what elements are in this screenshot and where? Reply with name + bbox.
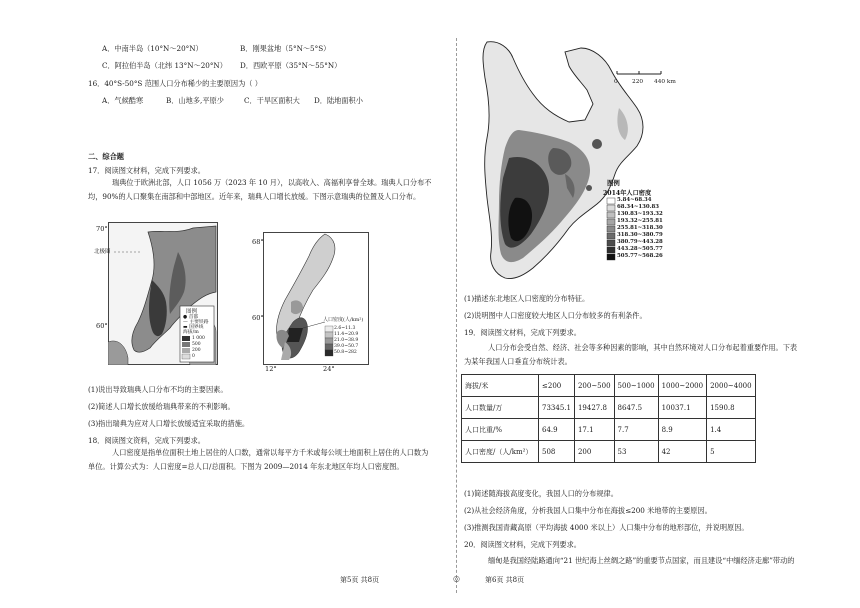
- q18-sub2: (2)说明图中人口密度较大地区人口分布较多的有利条件。: [464, 311, 647, 320]
- q15-option-b: B．刚果盆地（5°N～5°S）: [240, 44, 331, 53]
- q17-sub3: (3)指出瑞典为应对人口增长放缓适宜采取的措施。: [88, 419, 250, 428]
- map1-elev-200: 200: [192, 348, 201, 353]
- table-cell: 200: [574, 441, 614, 463]
- q17-sub2: (2)简述人口增长放缓给瑞典带来的不利影响。: [88, 402, 235, 411]
- table-cell: 17.1: [574, 419, 614, 441]
- q19-sub1: (1)简述随海拔高度变化，我国人口的分布规律。: [464, 489, 618, 498]
- table-cell: 2000~4000: [707, 375, 756, 397]
- map2-lon-12: 12°: [265, 365, 277, 373]
- map1-elev-1000: 1 000: [192, 336, 205, 341]
- map3-scale-440: 440 km: [654, 79, 676, 85]
- table-cell: 5: [707, 441, 756, 463]
- map2-legend-1: 2.6~11.3: [334, 326, 356, 331]
- map3-legend-9: 505.77~568.26: [617, 253, 663, 259]
- table-cell: 7.7: [614, 419, 658, 441]
- map3-legend-subtitle: 2014年人口密度: [603, 190, 652, 197]
- table-cell: 人口密度/（人/km²）: [462, 441, 539, 463]
- map2-lat-68: 68°: [252, 238, 264, 246]
- table-cell: 200~500: [574, 375, 614, 397]
- sweden-population-map: [252, 232, 369, 373]
- q16-stem: 16．40°S-50°S 范围人口分布稀少的主要原因为（ ）: [88, 79, 262, 88]
- table-cell: 42: [658, 441, 707, 463]
- map2-legend-4: 39.0~50.7: [334, 344, 359, 349]
- map3-legend-8: 443.28~505.77: [617, 246, 663, 252]
- map3-legend-1: 5.84~68.34: [617, 197, 652, 203]
- map3-scale-220: 220: [632, 79, 644, 85]
- table-cell: 19427.8: [574, 397, 614, 419]
- map1-elev-0: 0: [192, 354, 195, 359]
- section-title: 二、综合题: [88, 152, 124, 161]
- map2-legend-5: 50.8~282: [334, 350, 357, 355]
- table-cell: 1590.8: [707, 397, 756, 419]
- q17-stem: 17．阅读图文材料，完成下列要求。: [88, 166, 205, 175]
- binding-mark: ◎: [453, 574, 460, 583]
- map3-legend-7: 380.79~443.28: [617, 239, 663, 245]
- map2-legend-2: 11.4~20.9: [334, 332, 359, 337]
- q19-sub2: (2)从社会经济角度，分析我国人口集中分布在海拔≤200 米地带的主要原因。: [464, 506, 712, 515]
- map3-legend-5: 255.81~318.30: [617, 225, 663, 231]
- q19-material: 人口分布会受自然、经济、社会等多种因素的影响，其中自然环境对人口分布起着重要作用。下表为某年我国人口垂直分布统计表。: [464, 343, 798, 366]
- q17-material: 瑞典位于欧洲北部，人口 1056 万（2023 年 10 月），以高收入、高福利享誉全球。瑞典人口分布不均，90%的人口聚集在南部和中部地区。近年来，瑞典人口增长放缓。下图示意瑞典的位置及人口分布。: [88, 178, 432, 201]
- table-cell: 人口数量/万: [462, 397, 539, 419]
- table-cell: 8647.5: [614, 397, 658, 419]
- map1-legend-title: 图例: [186, 309, 198, 315]
- map2-lon-24: 24°: [323, 365, 335, 373]
- table-cell: 1.4: [707, 419, 756, 441]
- table-cell: ≤200: [539, 375, 575, 397]
- map1-legend-elevation: 海拔/m: [183, 330, 199, 335]
- table-cell: 10037.1: [658, 397, 707, 419]
- table-cell: 508: [539, 441, 575, 463]
- table-cell: 海拔/米: [462, 375, 539, 397]
- q17-sub1: (1)说出导致瑞典人口分布不均的主要因素。: [88, 385, 228, 394]
- map1-elev-500: 500: [192, 342, 201, 347]
- q18-sub1: (1)描述东北地区人口密度的分布特征。: [464, 294, 590, 303]
- map1-legend-border: ▬ 国界线: [183, 325, 204, 330]
- map2-lat-60: 60°: [252, 314, 264, 322]
- q19-stem: 19．阅读图文材料，完成下列要求。: [464, 328, 581, 337]
- q16-option-a: A．气候酷寒: [102, 96, 144, 105]
- map1-legend-capital: ● 首都: [183, 315, 199, 320]
- table-cell: 73345.1: [539, 397, 575, 419]
- map2-legend-title: 人口密度(人/km²): [323, 317, 364, 323]
- map3-legend-4: 193.32~255.81: [617, 218, 663, 224]
- map3-legend-3: 130.83~193.32: [617, 211, 663, 217]
- map2-legend-3: 21.0~38.9: [334, 338, 359, 343]
- q16-option-b: B．山地多,平原少: [166, 96, 224, 105]
- q15-option-d: D．西欧平原（35°N～55°N）: [240, 61, 342, 70]
- right-page: [455, 0, 860, 608]
- table-cell: 53: [614, 441, 658, 463]
- table-row: [462, 419, 756, 441]
- table-row: [462, 397, 756, 419]
- table-row: [462, 441, 756, 463]
- table-cell: 人口比重/%: [462, 419, 539, 441]
- table-cell: 8.9: [658, 419, 707, 441]
- table-header-row: [462, 375, 756, 397]
- map3-legend-title: 图例: [607, 179, 620, 187]
- map1-lat-70: 70°: [96, 225, 108, 233]
- table-cell: 64.9: [539, 419, 575, 441]
- map3-scale-0: 0: [614, 79, 618, 85]
- map1-lat-60: 60°: [96, 322, 108, 330]
- q15-option-c: C．阿拉伯半岛（北纬 13°N～20°N）: [102, 61, 227, 70]
- q18-stem: 18．阅读图文资料，完成下列要求。: [88, 436, 205, 445]
- map1-arctic-circle: 北极圈: [94, 249, 111, 255]
- table-cell: 500~1000: [614, 375, 658, 397]
- map3-legend-6: 318.30~380.79: [617, 232, 663, 238]
- right-footer: 第6页 共8页: [485, 576, 525, 584]
- q20-stem: 20．阅读图文材料，完成下列要求。: [464, 540, 581, 549]
- map1-legend-railway: — 主要铁路: [183, 320, 209, 325]
- sweden-location-map: [94, 222, 218, 365]
- q16-option-c: C．干旱区面积大: [244, 96, 300, 105]
- q20-material: 缅甸是我国经陆路通向“21 世纪海上丝绸之路”的重要节点国家，而且建设“中缅经济走廊”带动的: [488, 556, 795, 565]
- table-cell: 1000~2000: [658, 375, 707, 397]
- map3-legend-2: 68.34~130.83: [617, 204, 660, 210]
- q19-sub3: (3)推测我国青藏高原（平均海拔 4000 米以上）人口集中分布的地形部位，并说明原因。: [464, 523, 749, 532]
- northeast-density-map: [469, 38, 676, 283]
- q18-material: 人口密度是指单位面积土地上居住的人口数，通常以每平方千米或每公顷土地面积上居住的人口数为单位。计算公式为：人口密度=总人口/总面积。下图为 2009—2014 年东北地区年均人口密度图。: [88, 448, 429, 471]
- q15-option-a: A．中南半岛（10°N～20°N）: [102, 44, 203, 53]
- altitude-population-table: [461, 374, 756, 463]
- q16-option-d: D．陆地面积小: [314, 96, 363, 105]
- left-footer: 第5页 共8页: [340, 576, 380, 584]
